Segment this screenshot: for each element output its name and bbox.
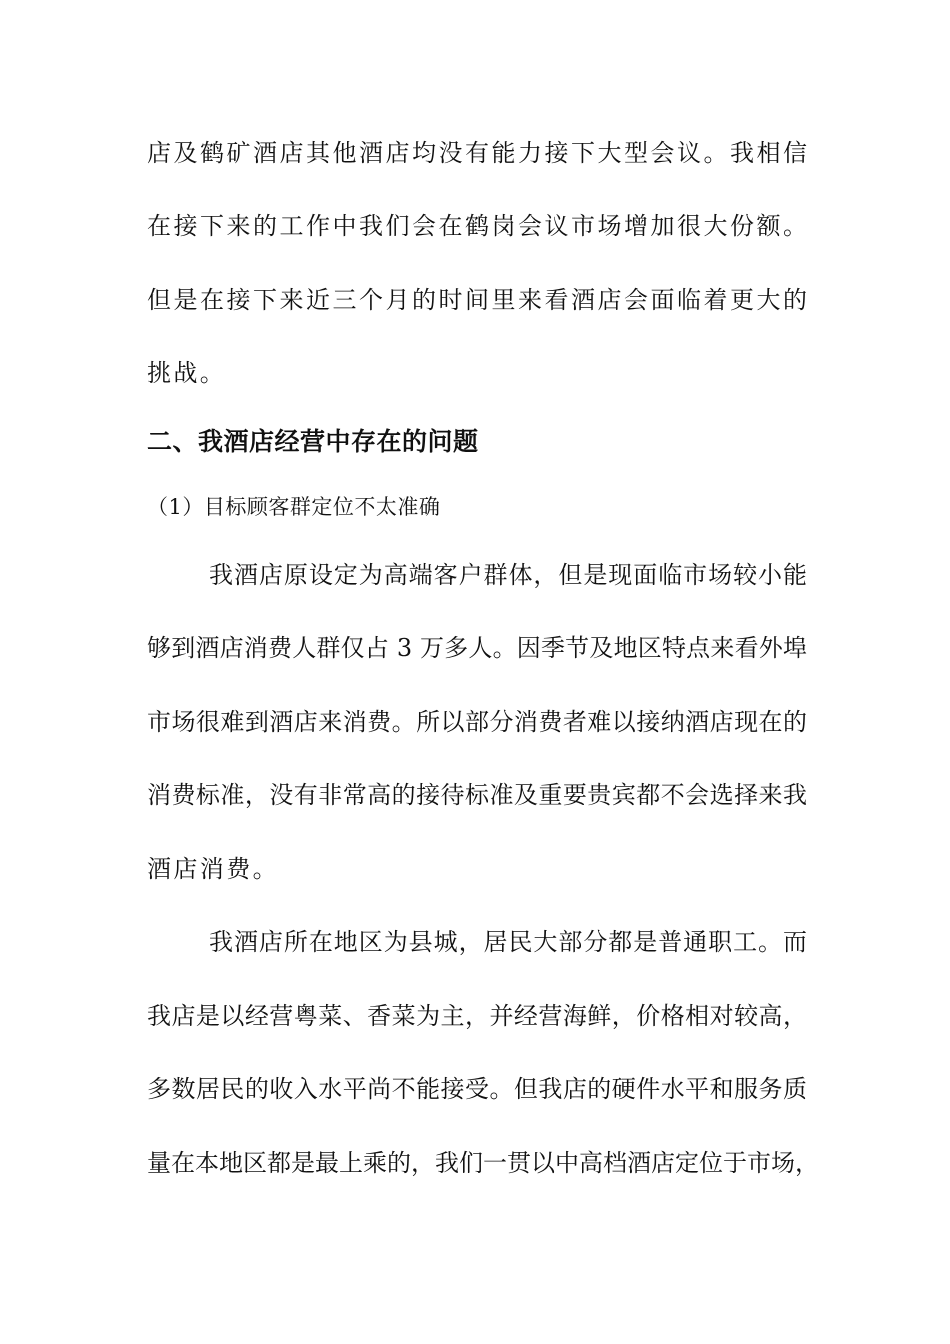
subsection-heading: （1）目标顾客群定位不太准确 — [147, 495, 441, 519]
text-line: 酒店消费。 — [147, 855, 279, 883]
text-line: 消费标准，没有非常高的接待标准及重要贵宾都不会选择来我 — [147, 781, 807, 809]
text-line: 我酒店原设定为高端客户群体，但是现面临市场较小能 — [209, 561, 807, 589]
text-line: 我店是以经营粤菜、香菜为主，并经营海鲜，价格相对较高， — [147, 1002, 807, 1030]
section-heading: 二、我酒店经营中存在的问题 — [147, 427, 479, 456]
text-line: 在接下来的工作中我们会在鹤岗会议市场增加很大份额。 — [147, 212, 807, 240]
text-line: 多数居民的收入水平尚不能接受。但我店的硬件水平和服务质 — [147, 1075, 807, 1103]
text-line: 但是在接下来近三个月的时间里来看酒店会面临着更大的 — [147, 286, 807, 314]
text-line: 够到酒店消费人群仅占 3 万多人。因季节及地区特点来看外埠 — [147, 634, 807, 662]
text-line: 我酒店所在地区为县城，居民大部分都是普通职工。而 — [209, 928, 807, 956]
text-line: 量在本地区都是最上乘的，我们一贯以中高档酒店定位于市场， — [147, 1149, 819, 1177]
text-line: 店及鹤矿酒店其他酒店均没有能力接下大型会议。我相信 — [147, 139, 807, 167]
text-line: 挑战。 — [147, 359, 227, 387]
text-line: 市场很难到酒店来消费。所以部分消费者难以接纳酒店现在的 — [147, 708, 807, 736]
